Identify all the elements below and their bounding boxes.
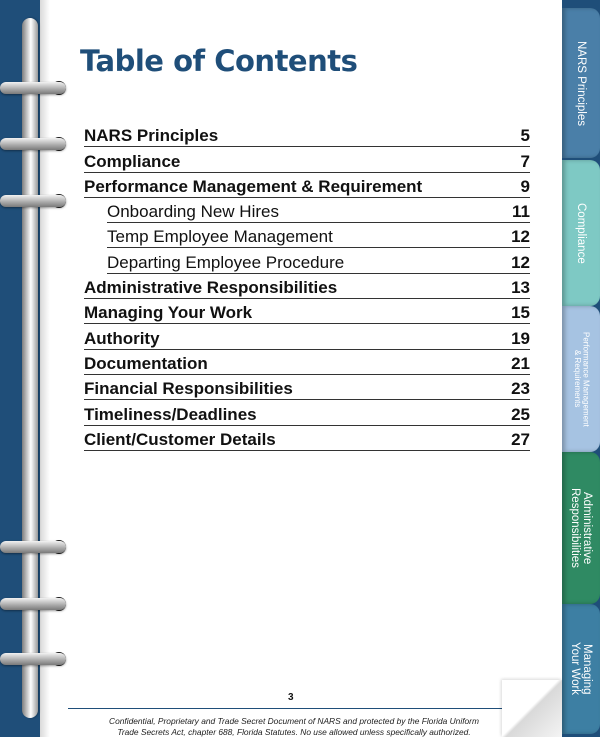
toc-entry[interactable] — [107, 198, 530, 223]
binder-ring-icon — [0, 653, 66, 665]
toc-entry[interactable] — [107, 223, 530, 248]
toc-entry[interactable] — [84, 375, 530, 400]
section-tab[interactable] — [562, 604, 600, 734]
toc-entry-page: 5 — [520, 126, 530, 146]
toc-entry-label: Financial Responsibilities — [84, 379, 293, 399]
section-tab[interactable] — [562, 160, 600, 306]
toc-entry[interactable] — [84, 147, 530, 172]
section-tab[interactable] — [562, 8, 600, 158]
toc-entry-label: Authority — [84, 328, 160, 348]
toc-entry-page: 15 — [511, 303, 530, 323]
toc-entry-label: Timeliness/Deadlines — [84, 404, 257, 424]
table-of-contents — [84, 122, 530, 451]
section-tab[interactable] — [562, 452, 600, 604]
toc-entry-label: Temp Employee Management — [107, 227, 333, 247]
toc-entry[interactable] — [84, 122, 530, 147]
toc-entry-page: 11 — [512, 202, 530, 222]
toc-entry-page: 12 — [511, 252, 530, 272]
toc-entry-label: Managing Your Work — [84, 303, 253, 323]
toc-entry[interactable] — [84, 274, 530, 299]
toc-entry-page: 12 — [511, 227, 530, 247]
toc-entry-page: 19 — [511, 328, 530, 348]
spine-shadow — [40, 0, 50, 737]
binder-ring-icon — [0, 138, 66, 150]
toc-entry[interactable] — [84, 426, 530, 451]
toc-entry-label: NARS Principles — [84, 126, 219, 146]
confidentiality-footer: Confidential, Proprietary and Trade Secret Document of NARS and protected by the Florida Uniform Trade Secrets Act, chapter 688, Florida Statutes. No use allowed unless specifically authorized. — [109, 716, 479, 737]
toc-entry[interactable] — [107, 248, 530, 273]
footer-divider — [68, 708, 508, 709]
toc-entry-page: 13 — [511, 278, 530, 298]
toc-entry-label: Administrative Responsibilities — [84, 278, 338, 298]
toc-entry[interactable] — [84, 324, 530, 349]
section-tab-label: Performance Management & Requirements — [573, 331, 591, 427]
binder-ring-icon — [0, 82, 66, 94]
page-number: 3 — [288, 692, 294, 703]
toc-entry-label: Onboarding New Hires — [107, 202, 279, 222]
toc-entry-page: 23 — [511, 379, 530, 399]
toc-entry-label: Performance Management & Requirement — [84, 176, 423, 196]
section-tab-label: Managing Your Work — [569, 642, 594, 696]
toc-entry[interactable] — [84, 173, 530, 198]
toc-entry[interactable] — [84, 400, 530, 425]
toc-entry-page: 7 — [520, 151, 530, 171]
binder-rod — [22, 18, 38, 718]
toc-entry-page: 9 — [520, 176, 530, 196]
toc-entry-page: 27 — [511, 429, 530, 449]
section-tab-label: Administrative Responsibilities — [569, 488, 594, 568]
section-tab-label: NARS Principles — [575, 40, 588, 126]
toc-entry-label: Documentation — [84, 353, 208, 373]
toc-entry-label: Compliance — [84, 151, 181, 171]
toc-entry-page: 21 — [511, 353, 530, 373]
binder-ring-icon — [0, 195, 66, 207]
binder-ring-icon — [0, 598, 66, 610]
page-title: Table of Contents — [80, 44, 358, 78]
toc-entry-label: Client/Customer Details — [84, 429, 276, 449]
toc-entry-page: 25 — [511, 404, 530, 424]
toc-entry-label: Departing Employee Procedure — [107, 252, 345, 272]
section-tab-label: Compliance — [575, 202, 588, 264]
page-curl[interactable] — [502, 680, 562, 737]
toc-entry[interactable] — [84, 350, 530, 375]
section-tab[interactable] — [562, 306, 600, 452]
binder-ring-icon — [0, 541, 66, 553]
toc-entry[interactable] — [84, 299, 530, 324]
